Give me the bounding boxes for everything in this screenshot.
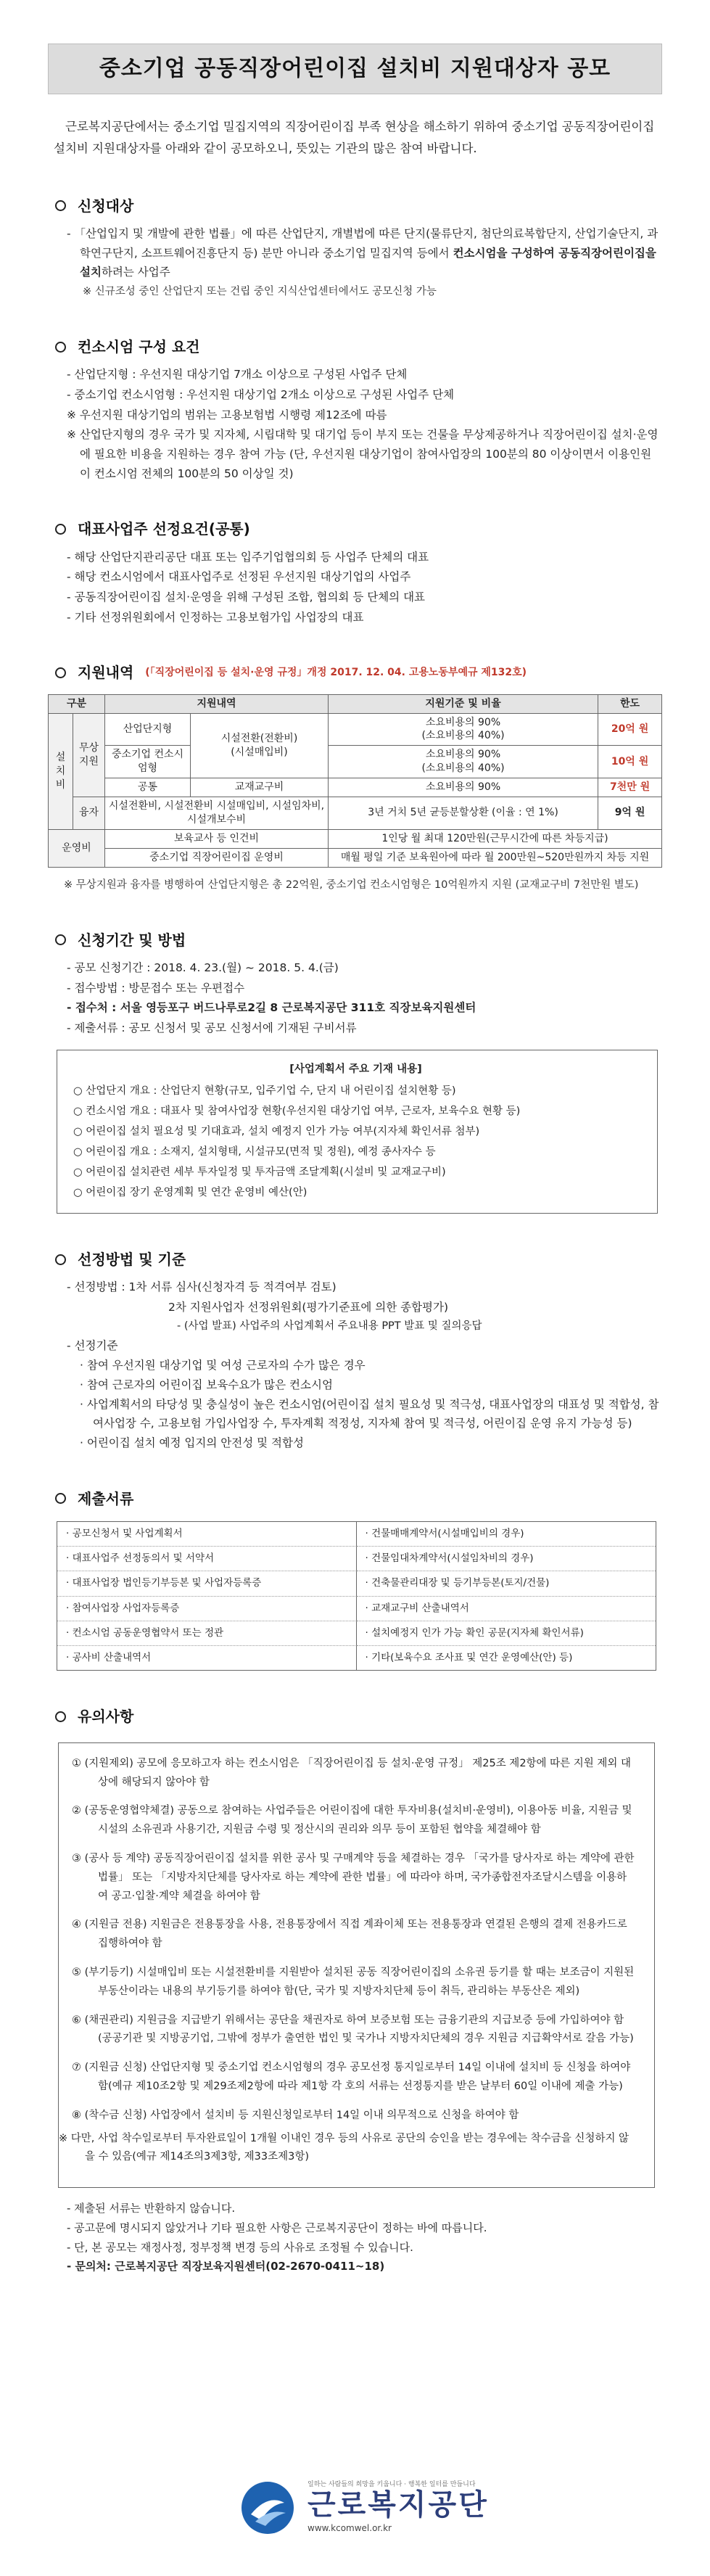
eligibility-note: ※ 신규조성 중인 산업단지 또는 건립 중인 지식산업센터에서도 공모신청 가능: [83, 285, 437, 297]
section-heading: 대표사업주 선정요건(공통): [78, 520, 250, 538]
table-cell: 9억 원: [598, 797, 662, 830]
list-item: · 건물임대차계약서(시설임차비의 경우): [357, 1547, 656, 1571]
list-item: ※ 산업단지형의 경우 국가 및 지자체, 시립대학 및 대기업 등이 부지 또는 건물을 무상제공하거나 직장어린이집 설치·운영에 필요한 비용을 지원하는 경우 참여 가능 (단, 우선지원 대상기업이 참여사업장의 100분의 80 이상이면서 이용인원이 컨소시엄 전체의 100분의 50 이상일 것): [67, 428, 659, 480]
box-title: [사업계획서 주요 기재 내용]: [289, 1063, 422, 1075]
table-header: 구분: [49, 694, 105, 713]
list-item: - 선정방법 : 1차 서류 심사(신청자격 등 적격여부 검토): [67, 1280, 337, 1294]
section-heading: 신청대상: [78, 197, 134, 215]
list-item: - 산업단지형 : 우선지원 대상기업 7개소 이상으로 구성된 사업주 단체: [67, 368, 408, 382]
list-item: ② (공동운영협약체결) 공동으로 참여하는 사업주들은 어린이집에 대한 투자비용(설치비·운영비), 이용아동 비율, 지원금 및 시설의 소유권과 사용기간, 지원금 수령 및 정산시의 권리와 의무 등이 포함된 협약을 체결해야 함: [72, 1805, 632, 1836]
documents-table: [57, 1521, 656, 1671]
table-cell: 7천만 원: [598, 778, 662, 797]
section-heading: 유의사항: [78, 1708, 134, 1726]
table-header: 지원내역: [105, 694, 329, 713]
list-item: · 설치예정지 인가 가능 확인 공문(지자체 확인서류): [357, 1621, 656, 1646]
list-item: - 제출된 서류는 반환하지 않습니다.: [67, 2202, 236, 2215]
business-plan-box: [57, 1050, 658, 1214]
list-item: - 해당 산업단지관리공단 대표 또는 입주기업협의회 등 사업주 단체의 대표: [67, 550, 429, 564]
circle-bullet-icon: [55, 667, 66, 678]
support-note: ※ 무상지원과 융자를 병행하여 산업단지형은 총 22억원, 중소기업 컨소시엄형은 10억원까지 지원 (교재교구비 7천만원 별도): [64, 878, 639, 891]
intro-paragraph: 근로복지공단에서는 중소기업 밀집지역의 직장어린이집 부족 현상을 해소하기 위하여 중소기업 공동직장어린이집 설치비 지원대상자를 아래와 같이 공모하오니, 뜻있는 기관의 많은 참여 바랍니다.: [54, 119, 655, 156]
table-cell: 산업단지형: [105, 713, 191, 746]
list-item: ○ 어린이집 설치관련 세부 투자일정 및 투자금액 조달계획(시설비 및 교재교구비): [73, 1166, 446, 1179]
circle-bullet-icon: [55, 1254, 66, 1265]
table-cell: 보육교사 등 인건비: [105, 829, 329, 848]
section-consortium: [48, 334, 662, 483]
list-item: ○ 어린이집 설치 필요성 및 기대효과, 설치 예정지 인가 가능 여부(지자체 확인서류 첨부): [73, 1126, 480, 1138]
list-item: · 어린이집 설치 예정 입지의 안전성 및 적합성: [80, 1436, 304, 1449]
circle-bullet-icon: [55, 1711, 66, 1722]
list-item: ⑦ (지원금 신청) 산업단지형 및 중소기업 컨소시엄형의 경우 공모선정 통지일로부터 14일 이내에 설치비 등 신청을 하여야 함(예규 제10조2항 및 제29조제2항에 따라 제1항 각 호의 서류는 선정통지를 받은 날부터 60일 이내에 제출 가능): [72, 2062, 631, 2092]
list-item: - 공모 신청기간 : 2018. 4. 23.(월) ~ 2018. 5. 4.(금): [67, 960, 339, 974]
list-item: · 대표사업장 법인등기부등본 및 사업자등록증: [57, 1571, 357, 1596]
contact-info: - 문의처: 근로복지공단 직장보육지원센터(02-2670-0411~18): [67, 2260, 385, 2273]
section-heading: 신청기간 및 방법: [78, 931, 186, 949]
list-item: ○ 어린이집 장기 운영계획 및 연간 운영비 예산(안): [73, 1187, 307, 1199]
table-cell: 소요비용의 90%: [329, 778, 598, 797]
section-heading: 선정방법 및 기준: [78, 1251, 186, 1269]
section-application: [48, 928, 662, 1214]
list-item: ○ 어린이집 개요 : 소재지, 설치형태, 시설규모(면적 및 정원), 예정 종사자수 등: [73, 1146, 436, 1159]
list-item: - (사업 발표) 사업주의 사업계획서 주요내용 PPT 발표 및 질의응답: [177, 1320, 482, 1332]
list-item: - 공고문에 명시되지 않았거나 기타 필요한 사항은 근로복지공단이 정하는 바에 따릅니다.: [67, 2221, 487, 2234]
list-item: · 대표사업주 선정동의서 및 서약서: [57, 1547, 357, 1571]
table-cell: 무상 지원: [73, 713, 105, 797]
circle-bullet-icon: [55, 524, 66, 535]
table-cell: 3년 거치 5년 균등분할상환 (이율 : 연 1%): [329, 797, 598, 830]
kcomwel-emblem-icon: [239, 2480, 296, 2536]
list-item: ⑤ (부기등기) 시설매입비 또는 시설전환비를 지원받아 설치된 공동 직장어린이집의 소유권 등기를 할 때는 보조금이 지원된 부동산이라는 내용의 부기등기를 하여야 함(단, 국가 및 지방자치단체 등이 취득, 관리하는 부동산은 제외): [72, 1966, 635, 1997]
list-item: ③ (공사 등 계약) 공동직장어린이집 설치를 위한 공사 및 구매계약 등을 체결하는 경우 「국가를 당사자로 하는 계약에 관한 법률」 또는 「지방자치단체를 당사자로 하는 계약에 관한 법률」에 따라야 하며, 국가종합전자조달시스템을 이용하여 공고·입찰·계약 체결을 하여야 함: [72, 1852, 635, 1902]
table-cell: 소요비용의 90% (소요비용의 40%): [329, 713, 598, 746]
list-item: 2차 지원사업자 선정위원회(평가기준표에 의한 종합평가): [168, 1301, 449, 1314]
table-cell: 10억 원: [598, 746, 662, 778]
section-selection: [48, 1247, 662, 1453]
list-item: · 교재교구비 산출내역서: [357, 1597, 656, 1621]
table-cell: 1인당 월 최대 120만원(근무시간에 따른 차등지급): [329, 829, 662, 848]
list-item: ○ 산업단지 개요 : 산업단지 현황(규모, 입주기업 수, 단지 내 어린이집 설치현황 등): [73, 1085, 456, 1098]
list-item: ⑥ (채권관리) 지원금을 지급받기 위해서는 공단을 채권자로 하여 보증보험 또는 금융기관의 지급보증 등에 가입하여야 함(공공기관 및 지방공기업, 그밖에 정부가 출연한 법인 및 국가나 지방자치단체의 경우 지원금 지급확약서로 갈음 가능): [72, 2014, 634, 2045]
table-cell: 20억 원: [598, 713, 662, 746]
logo-name: 근로복지공단: [307, 2488, 489, 2522]
logo-slogan: 일하는 사람들의 희망을 키웁니다 · 행복한 일터를 만듭니다: [307, 2481, 476, 2488]
page-title: 중소기업 공동직장어린이집 설치비 지원대상자 공모: [48, 44, 662, 94]
list-item: · 기타(보육수요 조사표 및 연간 운영예산(안) 등): [365, 1652, 573, 1664]
list-item: - 해당 컨소시엄에서 대표사업주로 선정된 우선지원 대상기업의 사업주: [67, 570, 411, 584]
table-cell: 중소기업 직장어린이집 운영비: [105, 848, 329, 867]
section-documents: [48, 1486, 662, 1671]
table-cell: 소요비용의 90% (소요비용의 40%): [329, 746, 598, 778]
support-reference: (「직장어린이집 등 설치·운영 규정」개정 2017. 12. 04. 고용노동부예규 제132호): [145, 667, 527, 679]
section-heading: 제출서류: [78, 1489, 134, 1507]
list-item: · 참여 근로자의 어린이집 보육수요가 많은 컨소시엄: [80, 1378, 333, 1392]
list-item: · 참여 우선지원 대상기업 및 여성 근로자의 수가 많은 경우: [80, 1359, 366, 1373]
circle-bullet-icon: [55, 1493, 66, 1504]
list-item: · 사업계획서의 타당성 및 충실성이 높은 컨소시엄(어린이집 설치 필요성 및 적극성, 대표사업장의 대표성 및 적합성, 참여사업장 수, 고용보험 가입사업장 수, 투자계획 적정성, 지자체 참여 및 적극성, 어린이집 운영 유지 가능성 등): [80, 1397, 659, 1431]
section-eligibility: [48, 194, 662, 301]
footer: [0, 2465, 710, 2552]
support-table: [48, 694, 662, 868]
list-item: ※ 다만, 사업 착수일로부터 투자완료일이 1개월 이내인 경우 등의 사유로 공단의 승인을 받는 경우에는 착수금을 신청하지 않을 수 있음(예규 제14조의3제3항, 제33조제3항): [59, 2132, 629, 2163]
table-cell: 교재교구비: [191, 778, 329, 797]
kcomwel-logo: [239, 2480, 489, 2536]
closing-notes: [48, 2200, 662, 2276]
section-cautions: [48, 1704, 662, 2276]
list-item: · 참여사업장 사업자등록증: [57, 1597, 357, 1621]
section-support: [48, 660, 662, 894]
list-item: · 공모신청서 및 사업계획서: [57, 1522, 357, 1547]
list-item: ※ 우선지원 대상기업의 범위는 고용보험법 시행령 제12조에 따름: [67, 408, 387, 421]
list-item: - 선정기준: [67, 1338, 118, 1352]
eligibility-text: - 「산업입지 및 개발에 관한 법률」에 따른 산업단지, 개별법에 따른 단지(물류단지, 첨단의료복합단지, 산업기술단지, 과학연구단지, 소프트웨어진흥단지 등) 분만 아니라 중소기업 밀집지역 등에서 컨소시엄을 구성하여 공동직장어린이집을 설치하려는 사업주: [67, 227, 659, 279]
table-cell: 설치비: [49, 713, 73, 829]
table-cell: 시설전환비, 시설전환비 시설매입비, 시설임차비, 시설개보수비: [105, 797, 329, 830]
table-cell: 공통: [105, 778, 191, 797]
list-item: · 공사비 산출내역서: [57, 1646, 357, 1670]
table-header: 한도: [598, 694, 662, 713]
circle-bullet-icon: [55, 200, 66, 211]
table-cell: 운영비: [49, 829, 105, 867]
section-representative: [48, 517, 662, 627]
table-cell: 융자: [73, 797, 105, 830]
list-item: - 접수방법 : 방문접수 또는 우편접수: [67, 981, 245, 995]
list-item: - 접수처 : 서울 영등포구 버드나루로2길 8 근로복지공단 311호 직장보육지원센터: [67, 1001, 476, 1015]
circle-bullet-icon: [55, 934, 66, 945]
list-item: · 건축물관리대장 및 등기부등본(토지/건물): [357, 1571, 656, 1596]
list-item: · 컨소시엄 공동운영협약서 또는 정관: [57, 1621, 357, 1646]
table-cell: 매월 평일 기준 보육원아에 따라 월 200만원~520만원까지 차등 지원: [329, 848, 662, 867]
list-item: ○ 컨소시엄 개요 : 대표사 및 참여사업장 현황(우선지원 대상기업 여부, 근로자, 보육수요 현황 등): [73, 1106, 521, 1118]
list-item: - 공동직장어린이집 설치·운영을 위해 구성된 조합, 협의회 등 단체의 대표: [67, 590, 426, 604]
section-heading: 컨소시엄 구성 요건: [78, 337, 200, 355]
cautions-box: [58, 1742, 655, 2188]
list-item: - 기타 선정위원회에서 인정하는 고용보험가입 사업장의 대표: [67, 610, 364, 624]
list-item: - 단, 본 공모는 재정사정, 정부정책 변경 등의 사유로 조정될 수 있습니다.: [67, 2240, 413, 2254]
list-item: ① (지원제외) 공모에 응모하고자 하는 컨소시엄은 「직장어린이집 등 설치·운영 규정」 제25조 제2항에 따른 지원 제외 대상에 해당되지 않아야 함: [72, 1757, 632, 1788]
list-item: - 중소기업 컨소시엄형 : 우선지원 대상기업 2개소 이상으로 구성된 사업주 단체: [67, 387, 455, 401]
table-cell: 중소기업 컨소시엄형: [105, 746, 191, 778]
section-heading: 지원내역: [78, 664, 134, 682]
logo-url: www.kcomwel.or.kr: [307, 2523, 392, 2534]
table-header: 지원기준 및 비율: [329, 694, 598, 713]
list-item: ⑧ (착수금 신청) 사업장에서 설치비 등 지원신청일로부터 14일 이내 의무적으로 신청을 하여야 함: [72, 2109, 519, 2121]
list-item: · 건물매매계약서(시설매입비의 경우): [357, 1522, 656, 1547]
list-item: - 제출서류 : 공모 신청서 및 공모 신청서에 기재된 구비서류: [67, 1021, 357, 1034]
list-item: ④ (지원금 전용) 지원금은 전용통장을 사용, 전용통장에서 직접 계좌이체 또는 전용통장과 연결된 은행의 결제 전용카드로 집행하여야 함: [72, 1919, 627, 1950]
table-cell: 시설전환(전환비) (시설매입비): [191, 713, 329, 778]
circle-bullet-icon: [55, 342, 66, 353]
